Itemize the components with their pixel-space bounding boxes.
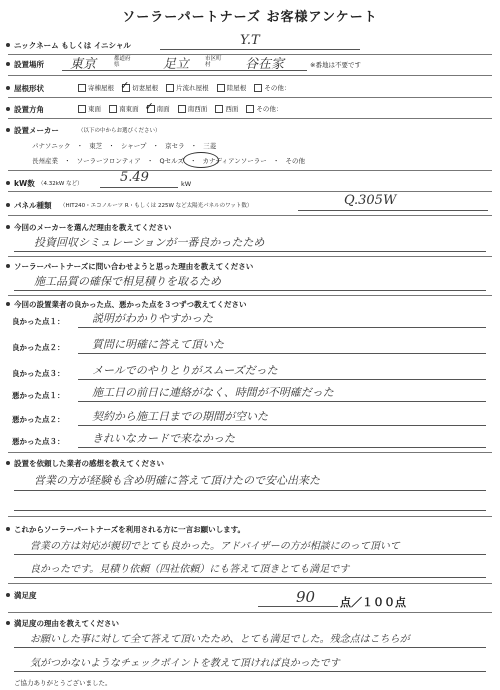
bullet-icon <box>6 527 10 531</box>
bad-point-1-label: 悪かった点１： <box>12 391 65 400</box>
bullet-icon <box>6 181 10 185</box>
good-point-1-label: 良かった点１： <box>12 317 65 326</box>
maker-solar-frontier[interactable]: ソーラーフロンティア <box>76 157 141 165</box>
panel-label: パネル種類 <box>14 201 52 210</box>
bullet-icon <box>6 621 10 625</box>
bullet-icon <box>6 107 10 111</box>
panel-value[interactable]: Q.305W <box>344 193 397 208</box>
contact-reason-label: ソーラーパートナーズに問い合わせようと思った理由を教えてください <box>14 262 254 271</box>
good-point-2[interactable]: 質問に明確に答えて頂いた <box>92 338 224 351</box>
bullet-icon <box>6 128 10 132</box>
check-mark-icon: ✓ <box>144 100 154 113</box>
bad-point-1[interactable]: 施工日の前日に連絡がなく、時間が不明確だった <box>92 386 334 399</box>
roof-option-other[interactable]: その他： <box>254 84 290 92</box>
bullet-icon <box>6 203 10 207</box>
bullet-icon <box>6 86 10 90</box>
satisfaction-reason-label: 満足度の理由を教えてください <box>14 619 119 628</box>
location-note: ※番地は不要です <box>310 61 361 69</box>
prefecture-value[interactable]: 東京 <box>70 57 97 72</box>
satisfaction-label: 満足度 <box>14 591 37 600</box>
maker-mitsubishi[interactable]: 三菱 <box>203 142 217 150</box>
bullet-icon <box>6 264 10 268</box>
bad-point-3-label: 悪かった点３： <box>12 437 65 446</box>
direction-label: 設置方角 <box>14 105 44 114</box>
direction-option-west[interactable]: 西面 <box>215 105 238 113</box>
good-point-1[interactable]: 説明がわかりやすかった <box>92 312 213 325</box>
kw-unit: kW <box>181 180 192 188</box>
satisfaction-reason-line-1[interactable]: お願いした事に対して全て答えて頂いたため、とても満足でした。残念点はこちらが <box>30 634 410 645</box>
roof-option-flat[interactable]: 陸屋根 <box>217 84 247 92</box>
contact-reason-answer[interactable]: 施工品質の確保で相見積りを取るため <box>34 275 221 288</box>
good-point-3[interactable]: メールでのやりとりがスムーズだった <box>92 364 278 377</box>
roof-options <box>78 79 296 92</box>
direction-option-east[interactable]: 東面 <box>78 105 101 113</box>
reason-maker-label: 今回のメーカーを選んだ理由を教えてください <box>14 223 172 232</box>
maker-sharp[interactable]: シャープ <box>120 142 147 150</box>
nickname-label: ニックネーム もしくは イニシャル <box>14 41 131 50</box>
points-label: 今回の設置業者の良かった点、悪かった点を３つずつ教えてください <box>14 300 247 309</box>
message-line-1[interactable]: 営業の方は対応が親切でとても良かった。アドバイザーの方が相談にのって頂いて <box>30 541 400 552</box>
roof-option-gable[interactable]: 切妻屋根 ✓ <box>120 79 159 92</box>
city-value[interactable]: 足立 <box>163 57 190 72</box>
impression-label: 設置を依頼した業者の感想を教えてください <box>14 459 164 468</box>
good-point-2-label: 良かった点２： <box>12 343 65 352</box>
kw-label: kW数 <box>14 179 35 188</box>
maker-toshiba[interactable]: 東芝 <box>89 142 103 150</box>
check-mark-icon: ✓ <box>120 79 130 92</box>
bad-point-3[interactable]: きれいなカードで来なかった <box>92 432 235 445</box>
good-point-3-label: 良かった点３： <box>12 369 65 378</box>
selection-circle-icon <box>183 152 219 168</box>
direction-option-other[interactable]: その他： <box>246 105 282 113</box>
bullet-icon <box>6 62 10 66</box>
prefecture-suffix: 都道府県 <box>114 56 131 68</box>
direction-option-southwest[interactable]: 南西面 <box>178 105 208 113</box>
message-line-2[interactable]: 良かったです。見積り依頼（四社依頼）にも答えて頂きとても満足です <box>30 564 350 575</box>
impression-answer[interactable]: 営業の方が経験も含め明確に答えて頂けたので安心出来た <box>34 474 320 487</box>
direction-option-south[interactable]: 南面 ✓ <box>144 100 170 113</box>
roof-option-shed[interactable]: 片流れ屋根 <box>166 84 209 92</box>
footer-thanks: ご協力ありがとうございました。 <box>14 679 112 687</box>
direction-options <box>78 100 288 113</box>
roof-option-hip[interactable]: 寄棟屋根 <box>78 84 114 92</box>
bullet-icon <box>6 225 10 229</box>
maker-other[interactable]: その他 <box>285 157 305 165</box>
survey-title: ソーラーパートナーズ お客様アンケート <box>122 10 378 25</box>
maker-row-2: 長州産業 ・ ソーラーフロンティア ・ Qセルズ ・ カナディアンソーラー ・ その他 <box>32 157 305 165</box>
town-value[interactable]: 谷在家 <box>245 57 285 72</box>
maker-row-1: パナソニック ・ 東芝 ・ シャープ ・ 京セラ ・ 三菱 <box>32 142 217 150</box>
satisfaction-value[interactable]: 90 <box>296 588 316 606</box>
satisfaction-reason-line-2[interactable]: 気がつかないようなチェックポイントを教えて頂ければ良かったです <box>30 658 340 669</box>
maker-choshu[interactable]: 長州産業 <box>32 157 58 165</box>
bad-point-2-label: 悪かった点２： <box>12 415 65 424</box>
reason-maker-answer[interactable]: 投資回収シミュレーションが一番良かったため <box>34 236 265 249</box>
maker-qcells[interactable]: Qセルズ <box>159 157 184 165</box>
kw-sub: （4.32kW など） <box>38 181 83 187</box>
bullet-icon <box>6 43 10 47</box>
bullet-icon <box>6 593 10 597</box>
satisfaction-unit: 点／１００点 <box>340 596 406 609</box>
bullet-icon <box>6 461 10 465</box>
roof-label: 屋根形状 <box>14 84 44 93</box>
maker-label: 設置メーカー <box>14 126 59 135</box>
maker-kyocera[interactable]: 京セラ <box>165 142 185 150</box>
message-label: これからソーラーパートナーズを利用される方に一言お願いします。 <box>14 525 245 534</box>
maker-panasonic[interactable]: パナソニック <box>32 142 71 150</box>
nickname-value[interactable]: Y.T <box>240 33 260 48</box>
panel-sub: （HIT240・エコノルーツ R・もしくは 225W など太陽光パネルのワット数） <box>60 203 253 209</box>
bullet-icon <box>6 302 10 306</box>
city-suffix: 市区町村 <box>205 56 222 68</box>
bad-point-2[interactable]: 契約から施工日までの期間が空いた <box>92 410 268 423</box>
direction-option-southeast[interactable]: 南東面 <box>109 105 139 113</box>
location-label: 設置場所 <box>14 60 44 69</box>
kw-value[interactable]: 5.49 <box>120 170 149 185</box>
maker-canadian-solar[interactable]: カナディアンソーラー <box>202 157 267 165</box>
maker-sub: （以下の中からお選びください） <box>78 128 161 134</box>
